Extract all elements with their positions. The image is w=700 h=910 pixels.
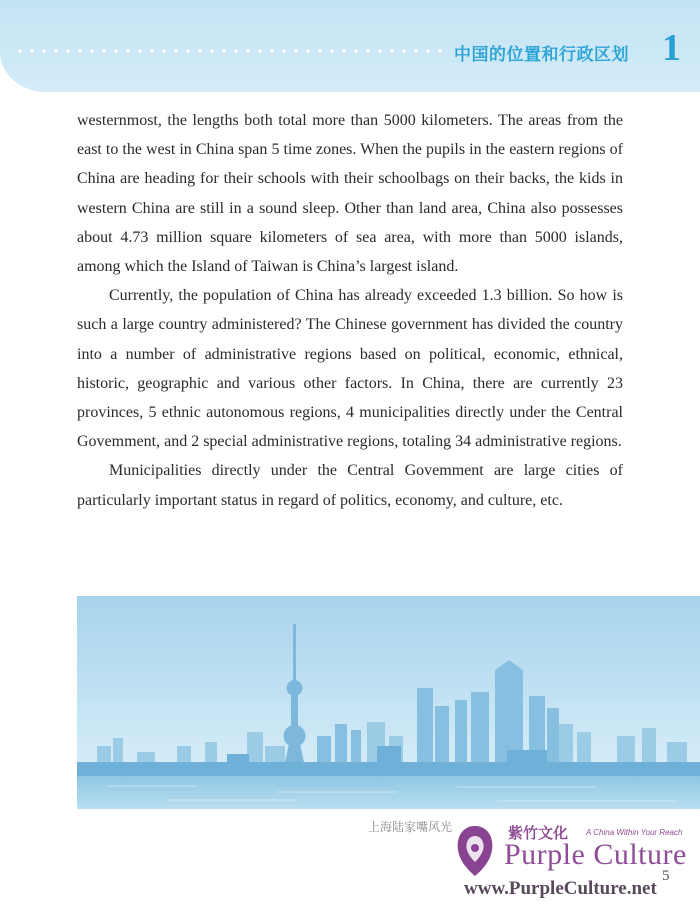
watermark-chinese: 紫竹文化 xyxy=(508,824,569,842)
chapter-number: 1 xyxy=(662,27,681,69)
body-text xyxy=(77,106,623,515)
purple-culture-watermark xyxy=(440,800,700,910)
header-band xyxy=(0,0,700,92)
chapter-title: 中国的位置和行政区划 xyxy=(454,45,629,65)
paragraph-1: westernmost, the lengths both total more than 5000 kilometers. The areas from the east to the west in China span 5 time zones. When the pupils in the eastern regions of China are heading for their schools with their schoolbags on their backs, the kids in western China are still in a sound sleep. Other than land area, China also possesses about 4.73 million square kilometers of sea area, with more than 5000 islands, among which the Island of Taiwan is China’s largest island. xyxy=(77,112,623,276)
shanghai-skyline-photo xyxy=(77,596,700,809)
paragraph-3: Municipalities directly under the Central Govemment are large cities of particularly important status in regard of politics, economy, and culture, etc. xyxy=(77,462,623,509)
skyline-illustration xyxy=(77,596,700,809)
photo-caption: 上海陆家嘴风光 xyxy=(368,820,453,834)
dotted-rule xyxy=(14,48,444,54)
watermark-brand: Purple Culture xyxy=(504,838,687,871)
page-number: 5 xyxy=(662,868,670,884)
purple-culture-logo-icon xyxy=(452,822,498,880)
watermark-url: www.PurpleCulture.net xyxy=(464,878,657,899)
watermark-tagline: A China Within Your Reach xyxy=(586,828,683,837)
paragraph-2: Currently, the population of China has already exceeded 1.3 billion. So how is such a large country administered? The Chinese government has divided the country into a number of administrative regions based on political, economic, ethnical, historic, geographic and various other factors. In China, there are currently 23 provinces, 5 ethnic autonomous regions, 4 municipalities directly under the Central Govemment, and 2 special administrative regions, totaling 34 administrative regions. xyxy=(77,287,623,451)
